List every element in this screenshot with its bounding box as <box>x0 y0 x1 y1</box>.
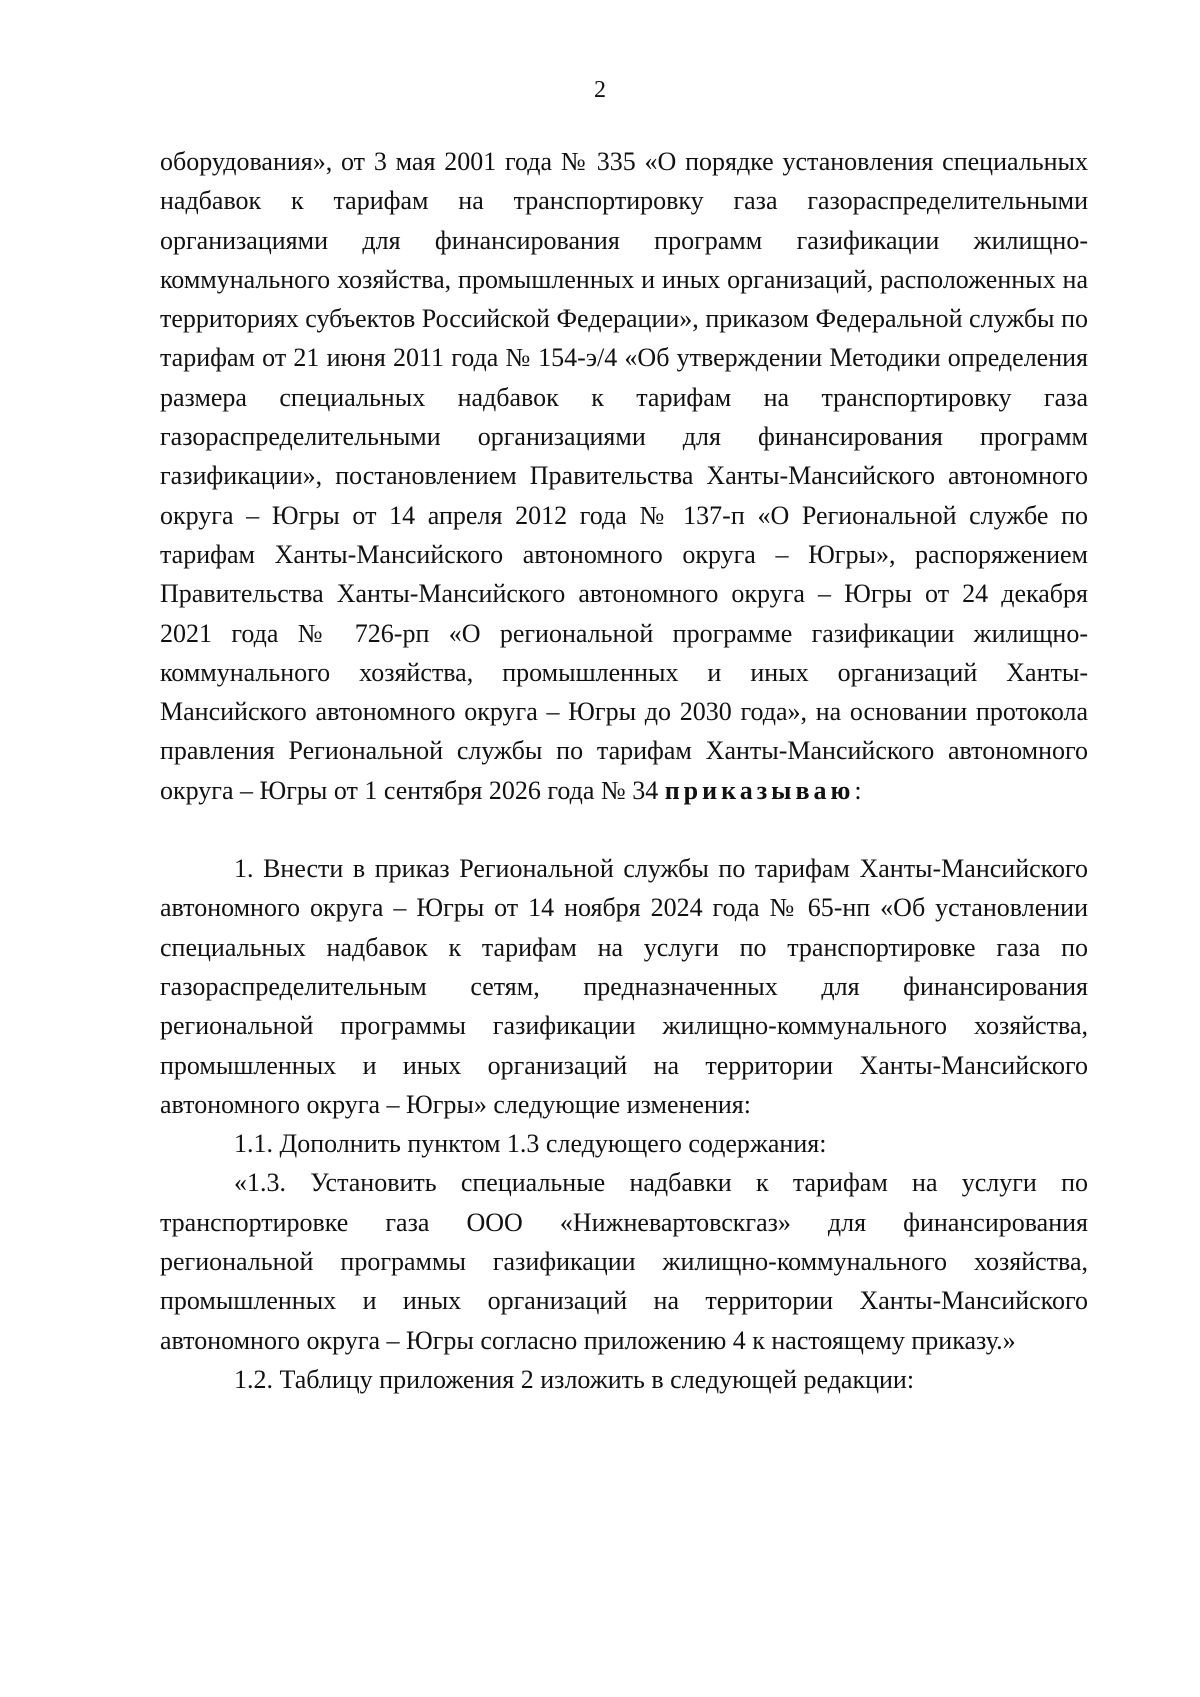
document-body <box>160 142 1088 1399</box>
order-number: № 34 <box>600 775 665 805</box>
order-word: приказываю <box>664 775 855 805</box>
item-1-2-paragraph: 1.2. Таблицу приложения 2 изложить в следующей редакции: <box>234 1364 915 1394</box>
item-1-1-paragraph: 1.1. Дополнить пунктом 1.3 следующего содержания: <box>234 1129 827 1159</box>
preamble-paragraph <box>160 142 1088 810</box>
item-1-3-quote-paragraph: «1.3. Установить специальные надбавки к тарифам на услуги по транспортировке газа ООО «Нижневартовскгаз» для финансирования региональной программы газификации жилищно-коммунального хозяйства, промышленных и иных организаций на территории Ханты-Мансийского автономного округа – Югры согласно приложению 4 к настоящему приказу.» <box>160 1168 1088 1355</box>
preamble-text: оборудования», от 3 мая 2001 года № 335 «О порядке установления специальных надбавок к тарифам на транспортировку газа газораспределительными организациями для финансирования программ газификации жилищно-коммунального хозяйства, промышленных и иных организаций, расположенных на территориях субъектов Российской Федерации», приказом Федеральной службы по тарифам от 21 июня 2011 года № 154-э/4 «Об утверждении Методики определения размера специальных надбавок к тарифам на транспортировку газа газораспределительными организациями для финансирования программ газификации», постановлением Правительства Ханты-Мансийского автономного округа – Югры от 14 апреля 2012 года № 137-п «О Региональной службе по тарифам Ханты-Мансийского автономного округа – Югры», распоряжением Правительства Ханты-Мансийского автономного округа – Югры от 24 декабря 2021 года № 726-рп «О региональной программе газификации жилищно-коммунального хозяйства, промышленных и иных организаций Ханты-Мансийского автономного округа – Югры до 2030 года», на основании протокола правления Региональной службы по тарифам Ханты-Мансийского автономного округа – Югры от 1 сентября 2026 года <box>160 147 1088 805</box>
order-colon: : <box>854 775 862 805</box>
page-number: 2 <box>594 77 606 103</box>
item-1-paragraph: 1. Внести в приказ Региональной службы по тарифам Ханты-Мансийского автономного округа – Югры от 14 ноября 2024 года № 65-нп «Об установлении специальных надбавок к тарифам на услуги по транспортировке газа по газораспределительным сетям, предназначенных для финансирования региональной программы газификации жилищно-коммунального хозяйства, промышленных и иных организаций на территории Ханты-Мансийского автономного округа – Югры» следующие изменения: <box>160 854 1088 1119</box>
